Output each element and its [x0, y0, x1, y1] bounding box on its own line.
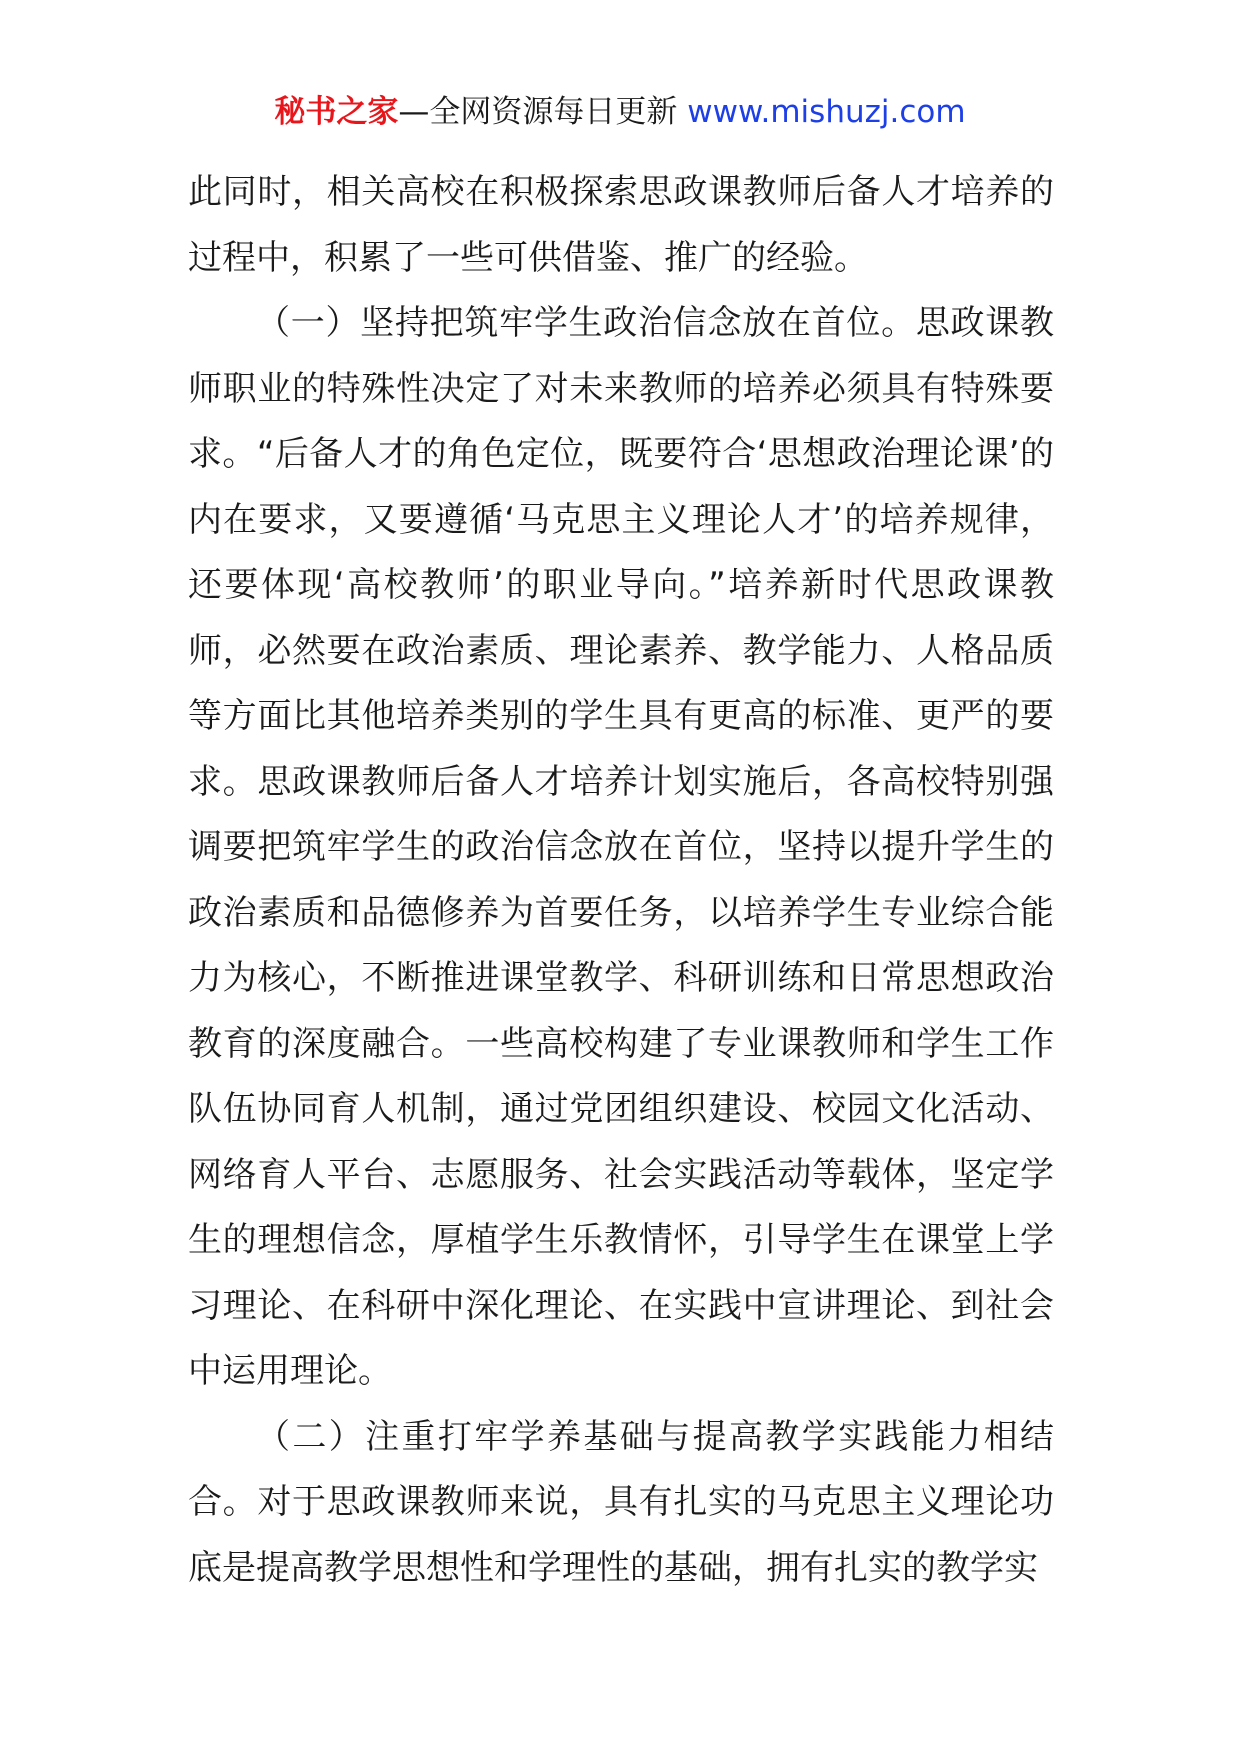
document-body — [188, 160, 1054, 1601]
header-tagline: —全网资源每日更新 — [398, 94, 688, 130]
page-header — [0, 92, 1240, 132]
paragraph-continued: 此同时，相关高校在积极探索思政课教师后备人才培养的过程中，积累了一些可供借鉴、推广的经验。 — [188, 172, 1054, 278]
website-link[interactable]: www.mishuzj.com — [687, 94, 966, 130]
paragraph-section-one: （一）坚持把筑牢学生政治信念放在首位。思政课教师职业的特殊性决定了对未来教师的培养必须具有特殊要求。“后备人才的角色定位，既要符合‘思想政治理论课’的内在要求，又要遵循‘马克思主义理论人才’的培养规律，还要体现‘高校教师’的职业导向。”培养新时代思政课教师，必然要在政治素质、理论素养、教学能力、人格品质等方面比其他培养类别的学生具有更高的标准、更严的要求。思政课教师后备人才培养计划实施后，各高校特别强调要把筑牢学生的政治信念放在首位，坚持以提升学生的政治素质和品德修养为首要任务，以培养学生专业综合能力为核心，不断推进课堂教学、科研训练和日常思想政治教育的深度融合。一些高校构建了专业课教师和学生工作队伍协同育人机制，通过党团组织建设、校园文化活动、网络育人平台、志愿服务、社会实践活动等载体，坚定学生的理想信念，厚植学生乐教情怀，引导学生在课堂上学习理论、在科研中深化理论、在实践中宣讲理论、到社会中运用理论。 — [188, 303, 1054, 1391]
brand-name: 秘书之家 — [274, 94, 399, 130]
paragraph-section-two: （二）注重打牢学养基础与提高教学实践能力相结合。对于思政课教师来说，具有扎实的马克思主义理论功底是提高教学思想性和学理性的基础，拥有扎实的教学实 — [188, 1416, 1054, 1588]
